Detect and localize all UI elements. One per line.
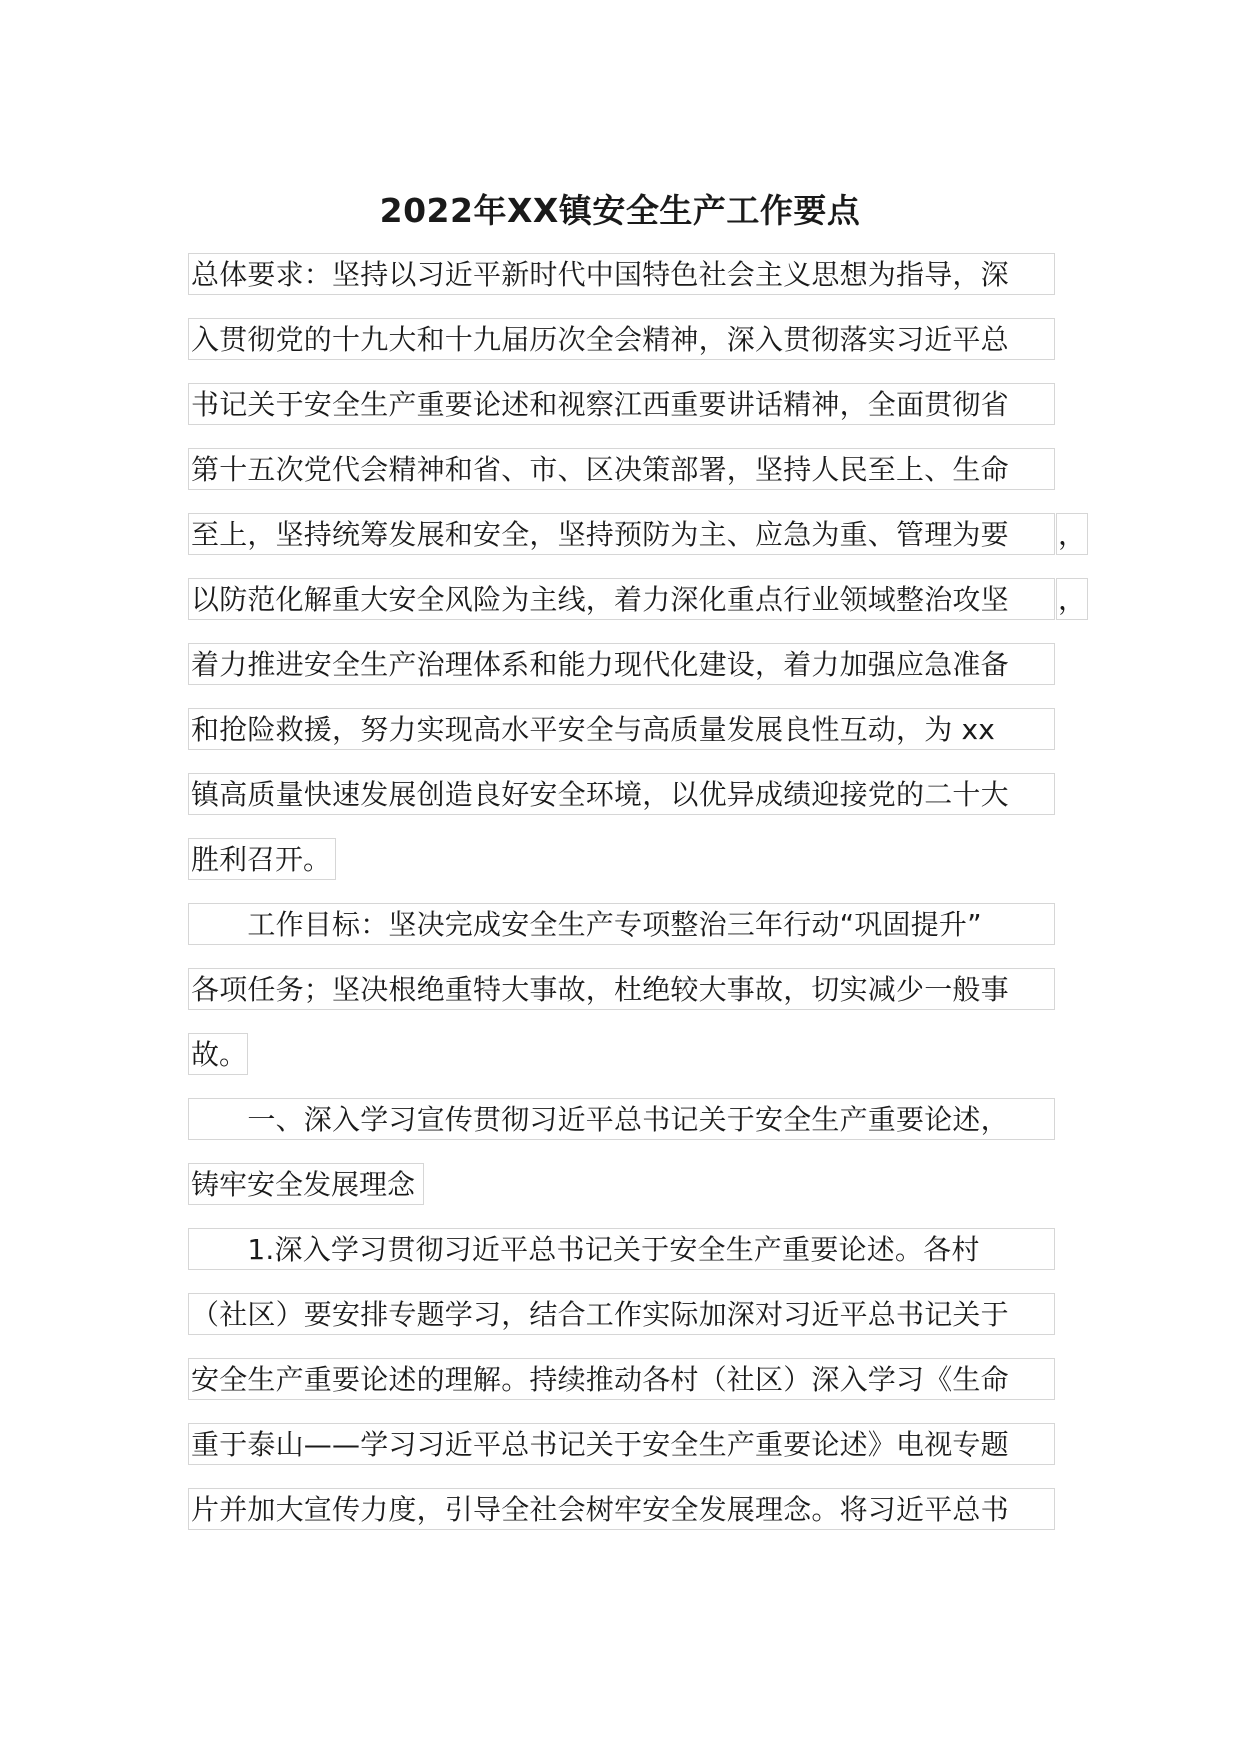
text-line: 至上，坚持统筹发展和安全，坚持预防为主、应急为重、管理为要 — [188, 513, 1055, 555]
text-line: 工作目标：坚决完成安全生产专项整治三年行动“巩固提升” — [188, 903, 1055, 945]
text-line: 镇高质量快速发展创造良好安全环境，以优异成绩迎接党的二十大 — [188, 773, 1055, 815]
text-line: 1.深入学习贯彻习近平总书记关于安全生产重要论述。各村 — [188, 1228, 1055, 1270]
text-line: 重于泰山——学习习近平总书记关于安全生产重要论述》电视专题 — [188, 1423, 1055, 1465]
text-line: 各项任务；坚决根绝重特大事故，杜绝较大事故，切实减少一般事 — [188, 968, 1055, 1010]
overflow-punctuation: ， — [1056, 578, 1088, 620]
text-line: 着力推进安全生产治理体系和能力现代化建设，着力加强应急准备 — [188, 643, 1055, 685]
text-line: 总体要求：坚持以习近平新时代中国特色社会主义思想为指导，深 — [188, 253, 1055, 295]
section-heading: 铸牢安全发展理念 — [188, 1163, 424, 1205]
text-line: （社区）要安排专题学习，结合工作实际加深对习近平总书记关于 — [188, 1293, 1055, 1335]
text-line: 安全生产重要论述的理解。持续推动各村（社区）深入学习《生命 — [188, 1358, 1055, 1400]
text-line: 以防范化解重大安全风险为主线，着力深化重点行业领域整治攻坚 — [188, 578, 1055, 620]
text-line: 胜利召开。 — [188, 838, 336, 880]
text-line: 和抢险救援，努力实现高水平安全与高质量发展良性互动，为 xx — [188, 708, 1055, 750]
text-line: 第十五次党代会精神和省、市、区决策部署，坚持人民至上、生命 — [188, 448, 1055, 490]
document-title: 2022年XX镇安全生产工作要点 — [379, 191, 861, 230]
text-line: 片并加大宣传力度，引导全社会树牢安全发展理念。将习近平总书 — [188, 1488, 1055, 1530]
text-line: 书记关于安全生产重要论述和视察江西重要讲话精神，全面贯彻省 — [188, 383, 1055, 425]
text-line: 入贯彻党的十九大和十九届历次全会精神，深入贯彻落实习近平总 — [188, 318, 1055, 360]
section-heading: 一、深入学习宣传贯彻习近平总书记关于安全生产重要论述， — [188, 1098, 1055, 1140]
text-line: 故。 — [188, 1033, 248, 1075]
overflow-punctuation: ， — [1056, 513, 1088, 555]
